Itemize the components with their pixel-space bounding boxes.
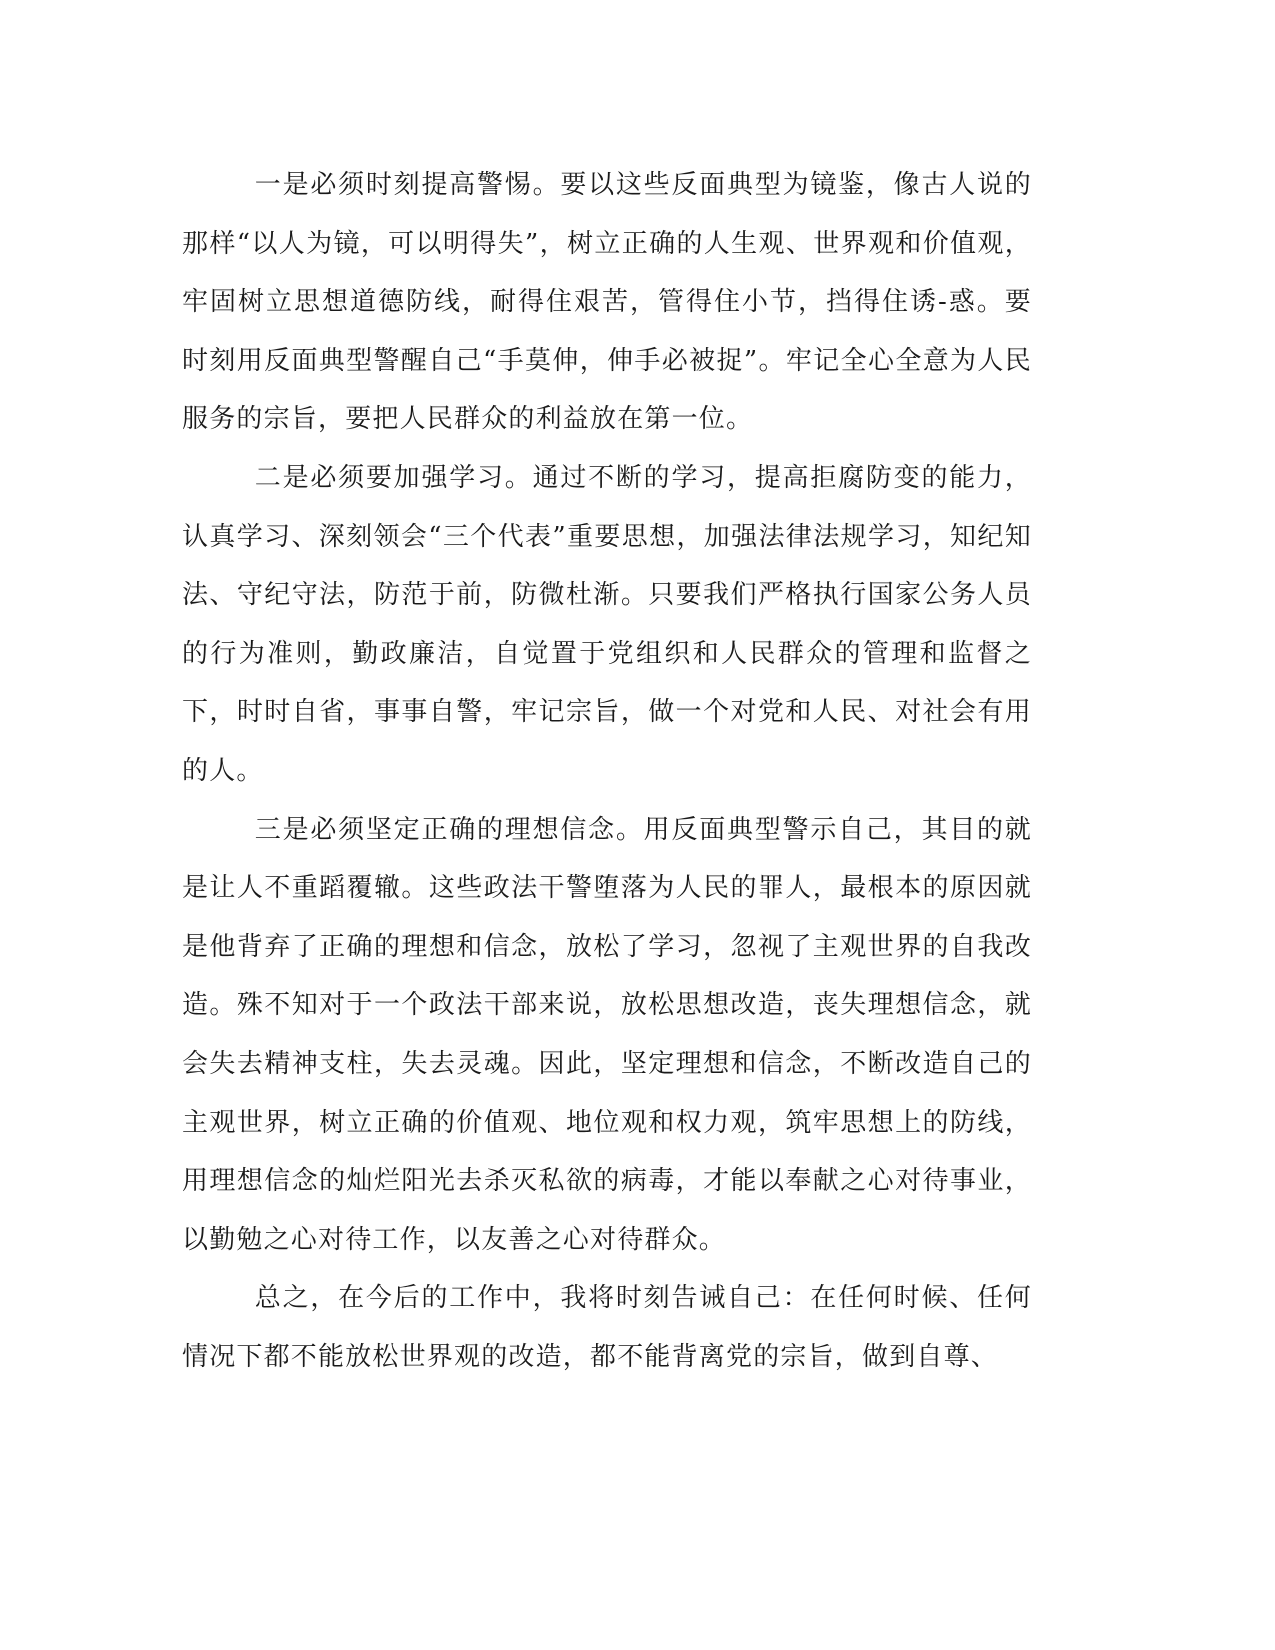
paragraph-3: 三是必须坚定正确的理想信念。用反面典型警示自己，其目的就是让人不重蹈覆辙。这些政法干警堕落为人民的罪人，最根本的原因就是他背弃了正确的理想和信念，放松了学习，忽视了主观世界的自我改造。殊不知对于一个政法干部来说，放松思想改造，丧失理想信念，就会失去精神支柱，失去灵魂。因此，坚定理想和信念，不断改造自己的主观世界，树立正确的价值观、地位观和权力观，筑牢思想上的防线，用理想信念的灿烂阳光去杀灭私欲的病毒，才能以奉献之心对待事业，以勤勉之心对待工作，以友善之心对待群众。 bbox=[182, 814, 1032, 1255]
paragraph-1: 一是必须时刻提高警惕。要以这些反面典型为镜鉴，像古人说的那样“以人为镜，可以明得失”，树立正确的人生观、世界观和价值观，牢固树立思想道德防线，耐得住艰苦，管得住小节，挡得住诱-惑。要时刻用反面典型警醒自己“手莫伸，伸手必被捉”。牢记全心全意为人民服务的宗旨，要把人民群众的利益放在第一位。 bbox=[182, 170, 1032, 435]
paragraph-2: 二是必须要加强学习。通过不断的学习，提高拒腐防变的能力，认真学习、深刻领会“三个代表”重要思想，加强法律法规学习，知纪知法、守纪守法，防范于前，防微杜渐。只要我们严格执行国家公务人员的行为准则，勤政廉洁，自觉置于党组织和人民群众的管理和监督之下，时时自省，事事自警，牢记宗旨，做一个对党和人民、对社会有用的人。 bbox=[182, 462, 1032, 786]
document-body bbox=[182, 156, 1032, 1386]
paragraph-4: 总之，在今后的工作中，我将时刻告诫自己：在任何时候、任何情况下都不能放松世界观的改造，都不能背离党的宗旨，做到自尊、 bbox=[182, 1283, 1032, 1372]
